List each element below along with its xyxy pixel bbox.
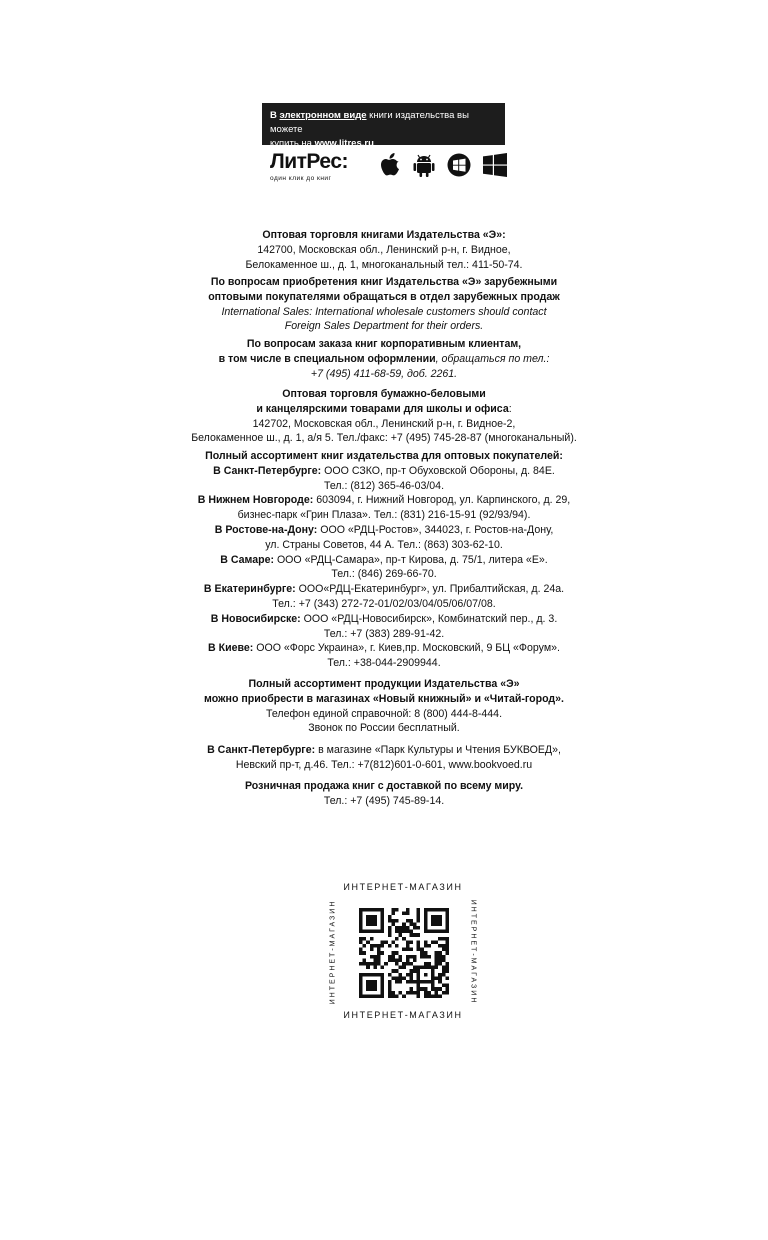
wholesale-section [0,228,768,272]
worldwide-phone: Тел.: +7 (495) 745-89-14. [323,794,445,807]
region-phone: Тел.: +7 (343) 272-72-01/02/03/04/05/06/07/08. [272,597,496,610]
foreign-line-2: оптовыми покупателями обращаться в отдел зарубежных продаж [208,290,560,303]
corporate-line-1: По вопросам заказа книг корпоративным клиентам, [246,338,522,350]
banner-line-2 [270,137,497,151]
region-text-line2: бизнес-парк «Грин Плаза». Тел.: (831) 216-15-91 (92/93/94). [237,509,531,522]
qr-label-left: ИНТЕРНЕТ-МАГАЗИН [329,899,337,1005]
region-nn [0,493,768,508]
region-city: В Санкт-Петербурге: [213,464,322,477]
region-city: В Киеве: [208,642,254,655]
litres-logo [270,151,348,182]
worldwide-line-1: Розничная продажа книг с доставкой по всему миру. [244,780,524,792]
litres-logo-tagline: один клик до книг [270,175,332,182]
spb-store-text: в магазине «Парк Культуры и Чтения БУКВОЕД», [315,744,561,756]
stationery-line-1: Оптовая торговля бумажно-беловыми [282,388,486,400]
stationery-line-2 [0,402,768,417]
region-samara [0,553,768,568]
qr-label-bottom: ИНТЕРНЕТ-МАГАЗИН [343,1010,463,1020]
stationery-section [0,387,768,446]
litres-banner [262,103,505,149]
stationery-address: 142702, Московская обл., Ленинский р-н, г. Видное-2, [252,417,516,430]
region-city: В Самаре: [220,553,274,566]
foreign-line-1: По вопросам приобретения книг Издательства «Э» зарубежными [210,276,558,288]
retail-note: Звонок по России бесплатный. [308,722,460,735]
region-nsk [0,612,768,627]
foreign-sales-section [0,275,768,334]
litres-site-link[interactable]: www.litres.ru [314,138,374,149]
banner-link[interactable]: электронном виде [279,110,367,121]
region-city: В Новосибирске: [210,612,301,625]
retail-line-1: Полный ассортимент продукции Издательства «Э» [248,678,520,690]
region-text: ООО «РДЦ-Ростов», 344023, г. Ростов-на-Дону, [317,523,554,536]
corporate-bold-text: в том числе в специальном оформлении [218,352,436,365]
qr-block [327,882,479,1022]
corporate-line-2 [0,352,768,367]
stationery-line-2-text: и канцелярскими товарами для школы и офиса [256,402,509,415]
spb-store-section [0,743,768,773]
corporate-section [0,337,768,381]
stationery-phone: Белокаменное ш., д. 1, а/я 5. Тел./факс: +7 (495) 745-28-87 (многоканальный). [191,432,577,445]
spb-store-line-2: Невский пр-т, д.46. Тел.: +7(812)601-0-601, www.bookvoed.ru [235,758,533,771]
region-city: В Нижнем Новгороде: [197,494,314,507]
region-city: В Ростове-на-Дону: [214,523,318,536]
stationery-colon: : [508,402,512,415]
region-kiev [0,641,768,656]
region-phone: Тел.: (846) 269-66-70. [331,568,437,581]
qr-label-top: ИНТЕРНЕТ-МАГАЗИН [343,882,463,892]
regions-title: Полный ассортимент книг издательства для оптовых покупателей: [205,450,563,462]
banner-text: книги издательства вы можете [270,110,469,135]
banner-line-1 [270,109,497,137]
retail-section [0,677,768,736]
foreign-line-3: International Sales: International wholesale customers should contact [221,305,547,318]
region-text-line2: ул. Страны Советов, 44 А. Тел.: (863) 303-62-10. [265,538,503,551]
region-city: В Екатеринбурге: [203,583,296,596]
region-text: ООО «РДЦ-Самара», пр-т Кирова, д. 75/1, литера «Е». [274,553,548,566]
corporate-italic-text: , обращаться по тел.: [435,352,550,365]
qr-label-right: ИНТЕРНЕТ-МАГАЗИН [469,899,477,1005]
windows-icon [483,153,507,177]
regions-section [0,449,768,671]
region-text: ООО «РДЦ-Новосибирск», Комбинатский пер., д. 3. [300,612,558,625]
region-text: ООО СЗКО, пр-т Обуховской Обороны, д. 84Е. [321,464,555,477]
spb-store-line-1 [0,743,768,758]
retail-phone: Телефон единой справочной: 8 (800) 444-8-444. [265,707,503,720]
worldwide-section [0,779,768,809]
region-phone: Тел.: +38-044-2909944. [327,657,441,670]
region-phone: Тел.: (812) 365-46-03/04. [323,479,445,492]
wholesale-phone: Белокаменное ш., д. 1, многоканальный тел.: 411-50-74. [245,258,523,271]
apple-icon [381,153,401,177]
foreign-line-4: Foreign Sales Department for their orders. [284,320,484,333]
region-phone: Тел.: +7 (383) 289-91-42. [323,627,445,640]
litres-logo-name: ЛитРес: [270,150,348,173]
qr-code[interactable] [359,908,449,998]
region-rostov [0,523,768,538]
banner-prefix: В [270,110,280,121]
region-text: ООО«РДЦ-Екатеринбург», ул. Прибалтийская, д. 24а. [295,583,565,596]
region-spb [0,464,768,479]
spb-store-city: В Санкт-Петербурге: [207,744,316,756]
corporate-phone: +7 (495) 411-68-59, доб. 2261. [310,367,458,380]
android-icon [413,153,435,177]
region-text: 603094, г. Нижний Новгород, ул. Карпинского, д. 29, [313,494,571,507]
wholesale-address: 142700, Московская обл., Ленинский р-н, г. Видное, [257,243,511,256]
windows-phone-icon [447,153,471,177]
platform-icons [381,153,507,177]
retail-line-2: можно приобрести в магазинах «Новый книжный» и «Читай-город». [204,692,564,705]
region-text: ООО «Форс Украина», г. Киев,пр. Московский, 9 БЦ «Форум». [253,642,560,655]
wholesale-title: Оптовая торговля книгами Издательства «Э»: [262,229,506,241]
region-ekb [0,582,768,597]
banner-text-2: купить на [270,138,315,149]
